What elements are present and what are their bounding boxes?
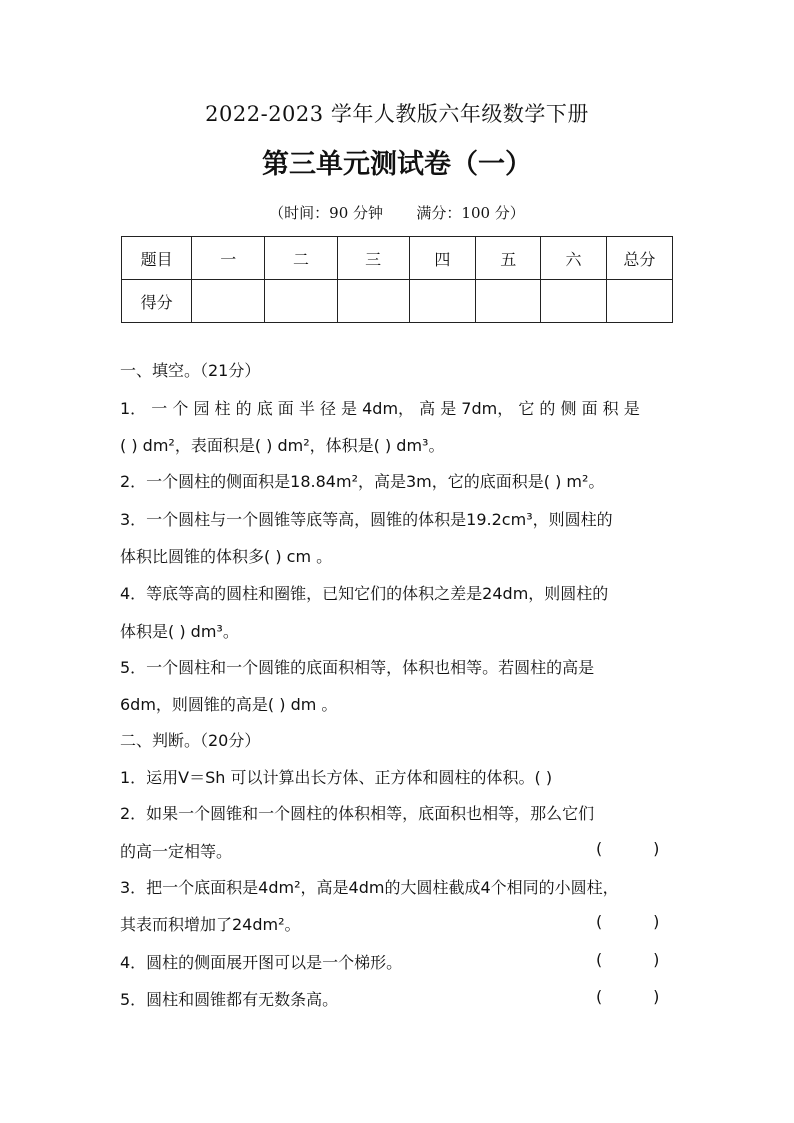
table-cell: 五 — [476, 237, 541, 280]
table-cell: 二 — [265, 237, 337, 280]
score-input-cell[interactable] — [409, 280, 475, 323]
table-cell: 三 — [337, 237, 409, 280]
answer-parentheses[interactable]: ( ) — [596, 912, 660, 931]
question-line: 的高一定相等。 — [120, 842, 233, 861]
question-line: 1． 一 个 园 柱 的 底 面 半 径 是 4dm， 高 是 7dm， 它 的 侧 面 积 是 — [120, 399, 640, 418]
question-line: 体积是( ) dm³。 — [120, 622, 239, 641]
score-table-score-row — [122, 280, 673, 323]
score-input-cell[interactable] — [541, 280, 606, 323]
question-line: 5．圆柱和圆锥都有无数条高。 — [120, 990, 339, 1009]
question-line: 6dm，则圆锥的高是( ) dm 。 — [120, 695, 338, 714]
question-line: 3．一个圆柱与一个圆锥等底等高，圆锥的体积是19.2cm³，则圆柱的 — [120, 510, 613, 529]
question-line: 3．把一个底面积是4dm²，高是4dm的大圆柱截成4个相同的小圆柱， — [120, 878, 619, 897]
answer-parentheses[interactable]: ( ) — [596, 839, 660, 858]
exam-title: 2022-2023 学年人教版六年级数学下册 — [205, 102, 589, 126]
score-input-cell[interactable] — [606, 280, 672, 323]
question-line: 5．一个圆柱和一个圆锥的底面积相等，体积也相等。若圆柱的高是 — [120, 658, 595, 677]
table-cell: 总分 — [606, 237, 672, 280]
table-cell: 题目 — [122, 237, 192, 280]
answer-parentheses[interactable]: ( ) — [596, 987, 660, 1006]
question-line: 1．运用V＝Sh 可以计算出长方体、正方体和圆柱的体积。( ) — [120, 768, 553, 787]
exam-info: （时间：90 分钟 满分：100 分） — [269, 204, 525, 222]
answer-parentheses[interactable]: ( ) — [596, 950, 660, 969]
score-input-cell[interactable] — [476, 280, 541, 323]
score-input-cell[interactable] — [337, 280, 409, 323]
question-line: 4．圆柱的侧面展开图可以是一个梯形。 — [120, 953, 403, 972]
score-input-cell[interactable] — [192, 280, 265, 323]
score-input-cell[interactable] — [265, 280, 337, 323]
table-cell: 六 — [541, 237, 606, 280]
question-line: 2．如果一个圆锥和一个圆柱的体积相等，底面积也相等，那么它们 — [120, 804, 595, 823]
question-line: 4．等底等高的圆柱和圈锥，已知它们的体积之差是24dm，则圆柱的 — [120, 584, 609, 603]
question-line: ( ) dm²，表面积是( ) dm²，体积是( ) dm³。 — [120, 436, 445, 455]
question-line: 体积比圆锥的体积多( ) cm 。 — [120, 547, 333, 566]
table-cell: 得分 — [122, 280, 192, 323]
score-table — [121, 236, 673, 323]
score-table-header-row — [122, 237, 673, 280]
table-cell: 一 — [192, 237, 265, 280]
table-cell: 四 — [409, 237, 475, 280]
question-line: 2．一个圆柱的侧面积是18.84m²，高是3m，它的底面积是( ) m²。 — [120, 472, 605, 491]
section-heading-fill-in: 一、填空。（21分） — [120, 361, 261, 380]
question-line: 其表而积增加了24dm²。 — [120, 915, 301, 934]
exam-subtitle: 第三单元测试卷（一） — [262, 149, 532, 180]
section-heading-judge: 二、判断。（20分） — [120, 731, 261, 750]
